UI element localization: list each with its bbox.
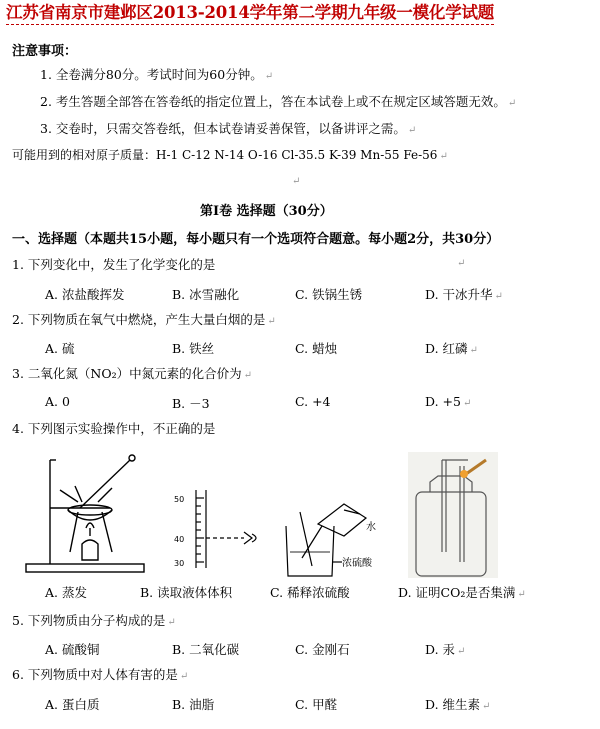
q1-mark: ↵ xyxy=(457,258,466,269)
q2-option-c: C. 蜡烛 xyxy=(295,341,338,356)
section-title: 第Ⅰ卷 选择题（30分） xyxy=(200,204,333,219)
q6-option-d: D. 维生素 ↵ xyxy=(425,697,491,712)
figure-evaporation xyxy=(20,448,150,576)
q3-option-b: B. －3 xyxy=(172,396,210,411)
q4-option-c: C. 稀释浓硫酸 xyxy=(270,585,350,600)
figure-cylinder-reading xyxy=(168,486,268,570)
q5-option-c: C. 金刚石 xyxy=(295,642,350,657)
q1-option-b: B. 冰雪融化 xyxy=(172,287,240,302)
q4-option-a: A. 蒸发 xyxy=(45,585,87,600)
part-heading: 一、选择题（本题共15小题，每小题只有一个选项符合题意。每小题2分，共30分） xyxy=(12,232,500,247)
q5-option-b: B. 二氧化碳 xyxy=(172,642,240,657)
empty-paragraph-mark: ↵ xyxy=(292,176,301,187)
notice-item-2: 2. 考生答题全部答在答卷纸的指定位置上，答在本试卷上或不在规定区域答题无效。 ↵ xyxy=(40,94,517,109)
q3-option-a: A. 0 xyxy=(45,394,70,409)
question-4-stem: 4. 下列图示实验操作中，不正确的是 xyxy=(12,421,216,436)
q6-option-a: A. 蛋白质 xyxy=(45,697,100,712)
figure-dilution xyxy=(278,496,388,580)
q2-option-a: A. 硫 xyxy=(45,341,75,356)
q4-option-d: D. 证明CO₂是否集满 ↵ xyxy=(398,585,526,600)
question-3-stem: 3. 二氧化氮（NO₂）中氮元素的化合价为 ↵ xyxy=(12,366,252,381)
q1-option-a: A. 浓盐酸挥发 xyxy=(45,287,125,302)
notice-item-3: 3. 交卷时，只需交答卷纸，但本试卷请妥善保管，以备讲评之需。 ↵ xyxy=(40,121,417,136)
q6-option-b: B. 油脂 xyxy=(172,697,215,712)
notice-heading: 注意事项： xyxy=(12,44,78,59)
label-conc-acid: 浓硫酸 xyxy=(342,558,372,569)
q2-option-d: D. 红磷 ↵ xyxy=(425,341,478,356)
q1-option-c: C. 铁锅生锈 xyxy=(295,287,363,302)
q3-option-d: D. +5 ↵ xyxy=(425,394,472,409)
question-6-stem: 6. 下列物质中对人体有害的是 ↵ xyxy=(12,667,189,682)
question-5-stem: 5. 下列物质由分子构成的是 ↵ xyxy=(12,613,176,628)
q3-option-c: C. +4 xyxy=(295,394,331,409)
q6-option-c: C. 甲醛 xyxy=(295,697,338,712)
q1-option-d: D. 干冰升华 ↵ xyxy=(425,287,503,302)
q5-option-a: A. 硫酸铜 xyxy=(45,642,100,657)
question-1-stem: 1. 下列变化中，发生了化学变化的是 xyxy=(12,257,216,272)
cylinder-label-50: 50 xyxy=(174,495,185,504)
notice-item-1: 1. 全卷满分80分。考试时间为60分钟。 ↵ xyxy=(40,67,274,82)
q5-option-d: D. 汞 ↵ xyxy=(425,642,466,657)
figure-co2-test xyxy=(408,452,498,578)
q4-option-b: B. 读取液体体积 xyxy=(140,585,233,600)
q2-option-b: B. 铁丝 xyxy=(172,341,215,356)
question-2-stem: 2. 下列物质在氧气中燃烧，产生大量白烟的是 ↵ xyxy=(12,312,276,327)
cylinder-label-30: 30 xyxy=(174,559,185,568)
atomic-masses: 可能用到的相对原子质量：H-1 C-12 N-14 O-16 Cl-35.5 K-39 Mn-55 Fe-56 ↵ xyxy=(12,148,448,162)
exam-title: 江苏省南京市建邺区2013-2014学年第二学期九年级一模化学试题 xyxy=(6,2,494,25)
cylinder-label-40: 40 xyxy=(174,535,185,544)
label-water: 水 xyxy=(366,522,376,533)
